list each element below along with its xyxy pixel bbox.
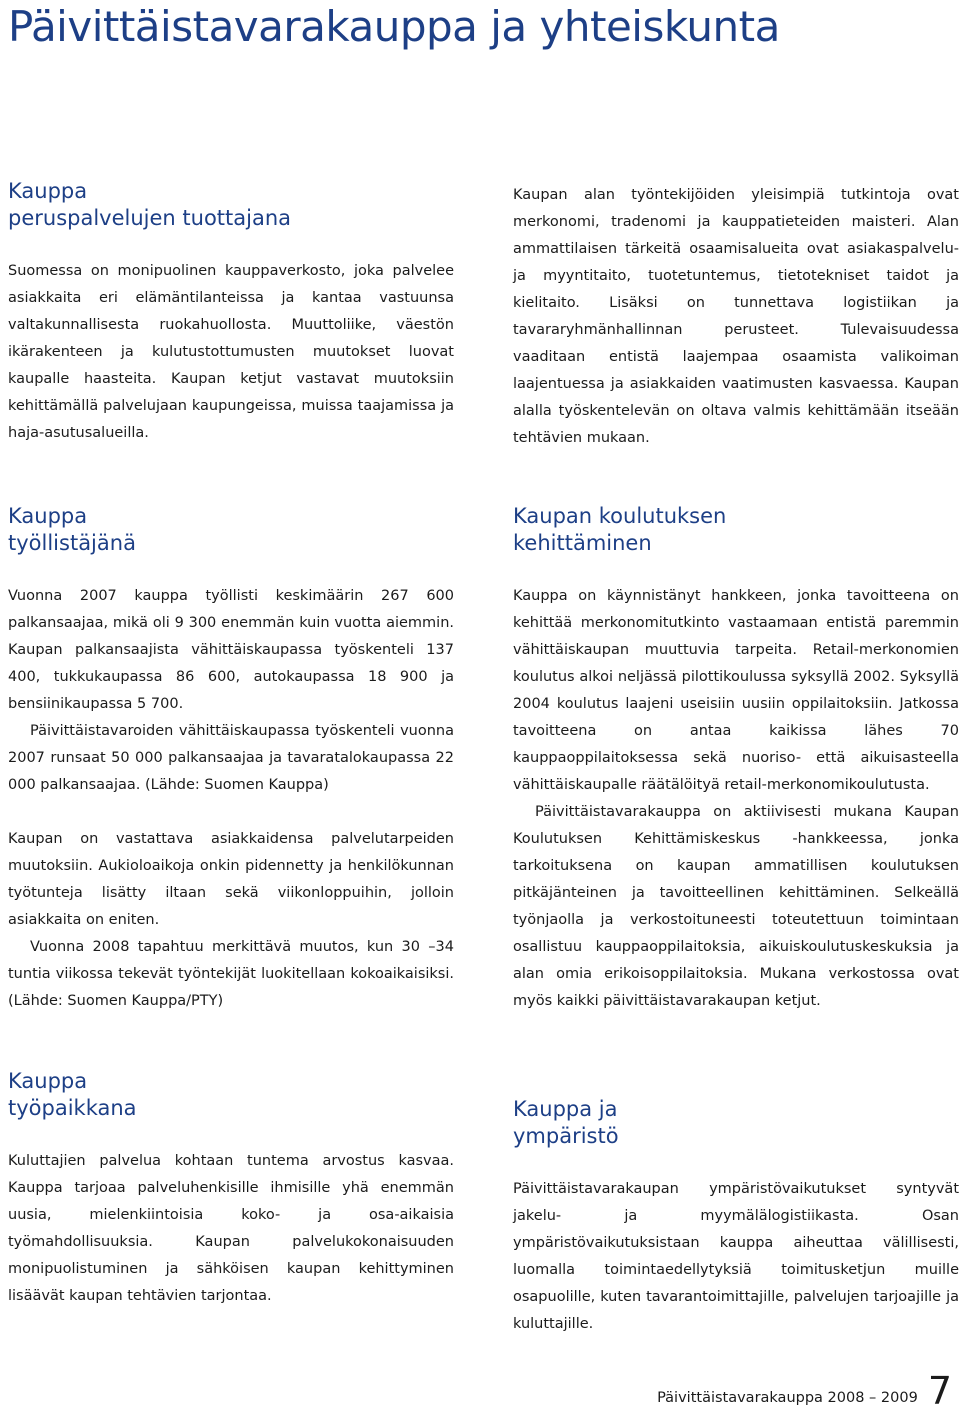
section-body [513, 583, 959, 1015]
section-body [513, 182, 959, 452]
heading-line: työllistäjänä [8, 531, 136, 555]
paragraph: Kauppa on käynnistänyt hankkeen, jonka tavoitteena on kehittää merkonomitutkinto vastaamaan entistä paremmin vähittäiskaupan muuttuvia tarpeita. Retail-merkonomien koulutus alkoi neljässä pilottikoulussa syksyllä 2002. Syksyllä 2004 koulutus laajeni useisiin uusiin oppilaitoksiin. Jatkossa tavoitteena on antaa kaikissa lähes 70 kauppaoppilaitoksessa sekä nuoriso- että aikuisasteella vähittäiskaupalle räätälöityä retail-merkonomikoulutusta. [513, 588, 959, 793]
heading-line: Kaupan koulutuksen [513, 504, 727, 528]
page-footer [657, 1369, 952, 1413]
heading-line: Kauppa [8, 179, 88, 203]
section-heading [513, 1096, 959, 1150]
page-title: Päivittäistavarakauppa ja yhteiskunta [8, 2, 780, 51]
paragraph: Päivittäistavarakaupan ympäristövaikutukset syntyvät jakelu- ja myymälälogistiikasta. Osan ympäristövaikutuksistaan kauppa aiheuttaa välillisesti, luomalla toimintaedellytyksiä toimitusketjun muille osapuolille, kuten tavarantoimittajille, palvelujen tarjoajille ja kuluttajille. [513, 1181, 959, 1332]
section-ymparisto [513, 1096, 959, 1338]
heading-line: Kauppa ja [513, 1097, 618, 1121]
section-koulutus [513, 503, 959, 1015]
section-peruspalvelut [8, 178, 454, 447]
section-heading [8, 503, 454, 557]
paragraph: Kuluttajien palvelua kohtaan tuntema arvostus kasvaa. Kauppa tarjoaa palveluhenkisille ihmisille yhä enemmän uusia, mielenkiintoisia koko- ja osa-aikaisia työmahdollisuuksia. Kaupan palvelukokonaisuuden monipuolistuminen ja sähköisen kaupan kehittyminen lisäävät kaupan tehtävien tarjontaa. [8, 1153, 454, 1304]
paragraph: Päivittäistavaroiden vähittäiskaupassa työskenteli vuonna 2007 runsaat 50 000 palkansaajaa ja tavaratalokaupassa 22 000 palkansaajaa. (Lähde: Suomen Kauppa) [8, 723, 454, 793]
heading-line: Kauppa [8, 1069, 88, 1093]
heading-line: peruspalvelujen tuottajana [8, 206, 292, 230]
paragraph: Suomessa on monipuolinen kauppaverkosto, joka palvelee asiakkaita eri elämäntilanteissa ja kantaa vastuunsa valtakunnallisesta ruokahuollosta. Muuttoliike, väestön ikärakenteen ja kulutustottumusten muutokset luovat kaupalle haasteita. Kaupan ketjut vastavat muutoksiin kehittämällä palvelujaan kaupungeissa, muissa taajamissa ja haja-asutusalueilla. [8, 263, 454, 441]
section-tutkinnot [513, 182, 959, 452]
section-body [8, 1148, 454, 1310]
section-body [513, 1176, 959, 1338]
heading-line: Kauppa [8, 504, 88, 528]
paragraph: Kaupan alan työntekijöiden yleisimpiä tutkintoja ovat merkonomi, tradenomi ja kauppatieteiden maisteri. Alan ammattilaisen tärkeitä osaamisalueita ovat asiakaspalvelu- ja myyntitaito, tuotetuntemus, tietotekniset taidot ja kielitaito. Lisäksi on tunnettava logistiikan ja tavararyhmänhallinnan perusteet. Tulevaisuudessa vaaditaan entistä laajempaa osaamista valikoiman laajentuessa ja asiakkaiden vaatimusten kasvaessa. Kaupan alalla työskentelevän on oltava valmis kehittämään itseään tehtävien mukaan. [513, 187, 959, 446]
heading-line: kehittäminen [513, 531, 652, 555]
section-heading [513, 503, 959, 557]
paragraph: Päivittäistavarakauppa on aktiivisesti mukana Kaupan Koulutuksen Kehittämiskeskus -hankkeessa, jonka tarkoituksena on kaupan ammatillisen koulutuksen pitkäjänteinen ja tavoitteellinen kehittäminen. Selkeällä työnjaolla ja verkostoituneesti toteutettuun toimintaan osallistuu kauppaoppilaitoksia, aikuiskoulutuskeskuksia ja alan omia erikoisoppilaitoksia. Mukana verkostossa ovat myös kaikki päivittäistavarakaupan ketjut. [513, 804, 959, 1009]
heading-line: ympäristö [513, 1124, 619, 1148]
section-tyopaikka [8, 1068, 454, 1310]
paragraph: Vuonna 2007 kauppa työllisti keskimäärin 267 600 palkansaajaa, mikä oli 9 300 enemmän kuin vuotta aiemmin. Kaupan palkansaajista vähittäiskaupassa työskenteli 137 400, tukkukaupassa 86 600, autokaupassa 18 900 ja bensiinikaupassa 5 700. [8, 588, 454, 712]
section-heading [8, 1068, 454, 1122]
paragraph: Kaupan on vastattava asiakkaidensa palvelutarpeiden muutoksiin. Aukioloaikoja onkin pidennetty ja henkilökunnan työtunteja lisätty iltaan sekä viikonloppuihin, jolloin asiakkaita on eniten. [8, 831, 454, 928]
section-tyollistaja [8, 503, 454, 1015]
section-body [8, 583, 454, 1015]
section-heading [8, 178, 454, 232]
section-body [8, 258, 454, 447]
paragraph: Vuonna 2008 tapahtuu merkittävä muutos, kun 30 –34 tuntia viikossa tekevät työntekijät luokitellaan kokoaikaisiksi. (Lähde: Suomen Kauppa/PTY) [8, 939, 454, 1009]
page-number: 7 [927, 1369, 952, 1413]
publication-name: Päivittäistavarakauppa 2008 – 2009 [657, 1390, 918, 1406]
heading-line: työpaikkana [8, 1096, 137, 1120]
